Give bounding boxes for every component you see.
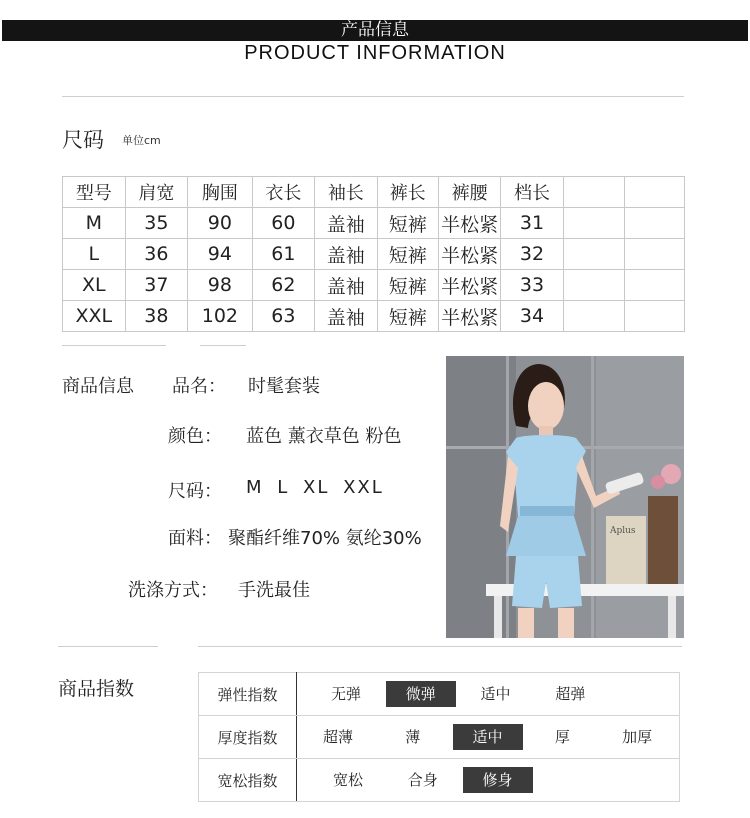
col-header: 裤长 [377,177,438,208]
table-cell [624,239,684,270]
table-cell: 98 [188,270,253,301]
table-cell: XXL [63,301,126,332]
material-value: 聚酯纤维70% 氨纶30% [228,528,422,549]
table-cell: 90 [188,208,253,239]
table-cell: 短裤 [377,270,438,301]
outfit-top [506,435,586,516]
col-header: 型号 [63,177,126,208]
table-cell: L [63,239,126,270]
col-header: 胸围 [188,177,253,208]
option-loose: 宽松 [332,771,363,789]
table-cell: 63 [252,301,314,332]
header-title-en: PRODUCT INFORMATION [244,42,506,64]
option-thin: 薄 [405,728,421,746]
table-cell: 半松紧 [438,301,500,332]
table-cell [563,270,624,301]
col-header: 档长 [501,177,563,208]
table-cell: 62 [252,270,314,301]
divider [198,646,682,647]
model-illustration [446,356,684,638]
table-cell: XL [63,270,126,301]
col-header: 衣长 [252,177,314,208]
table-cell [624,301,684,332]
table-cell [624,208,684,239]
option-regular: 合身 [407,771,438,789]
table-cell: 半松紧 [438,270,500,301]
face [528,382,564,430]
table-cell: 94 [188,239,253,270]
option-slight-stretch-selected: 微弹 [386,681,456,707]
table-cell: 36 [125,239,187,270]
option-super-stretch: 超弹 [555,685,586,703]
divider [58,646,158,647]
size-table [62,176,685,332]
table-row [63,270,685,301]
color-label: 颜色： [168,426,222,447]
header-title-cn: 产品信息 [341,20,409,40]
divider [200,345,246,346]
wash-label: 洗涤方式： [128,580,218,601]
table-cell: 102 [188,301,253,332]
table-cell: 61 [252,239,314,270]
col-header [563,177,624,208]
name-value: 时髦套装 [248,376,320,397]
table-cell: 半松紧 [438,239,500,270]
col-header: 肩宽 [125,177,187,208]
option-medium: 适中 [480,685,511,703]
table-cell: 盖袖 [315,239,377,270]
index-table [198,672,680,802]
index-row-elasticity [199,673,680,716]
index-label: 宽松指数 [199,759,297,802]
table-cell: 37 [125,270,187,301]
table-row [63,239,685,270]
table-cell: M [63,208,126,239]
table-cell: 半松紧 [438,208,500,239]
table-row [63,301,685,332]
size-section-title: 尺码 [62,128,104,152]
table-cell: 60 [252,208,314,239]
table-cell: 短裤 [377,301,438,332]
size-table-header-row [63,177,685,208]
option-medium-selected: 适中 [453,724,523,750]
table-cell: 短裤 [377,239,438,270]
index-label: 厚度指数 [199,716,297,759]
index-row-thickness [199,716,680,759]
option-extra-thick: 加厚 [622,728,653,746]
col-header [624,177,684,208]
table-cell [563,239,624,270]
table-cell: 38 [125,301,187,332]
table-cell: 盖袖 [315,301,377,332]
color-value: 蓝色 薰衣草色 粉色 [246,426,402,447]
size-label: 尺码： [168,481,222,502]
table-cell [563,208,624,239]
index-section-title: 商品指数 [58,678,135,700]
material-label: 面料： [168,528,222,549]
product-info-title: 商品信息 [62,376,134,397]
index-row-fit [199,759,680,802]
wash-value: 手洗最佳 [238,580,310,601]
table-cell: 34 [501,301,563,332]
table-cell: 短裤 [377,208,438,239]
product-photo [446,356,684,638]
table-cell: 35 [125,208,187,239]
divider [62,345,166,346]
option-ultra-thin: 超薄 [322,728,353,746]
table-cell: 盖袖 [315,208,377,239]
index-label: 弹性指数 [199,673,297,716]
table-cell: 盖袖 [315,270,377,301]
name-label: 品名： [172,376,226,397]
divider [62,96,684,97]
option-thick: 厚 [554,728,570,746]
table-cell: 32 [501,239,563,270]
col-header: 袖长 [315,177,377,208]
table-cell [624,270,684,301]
option-no-stretch: 无弹 [330,685,361,703]
table-cell: 31 [501,208,563,239]
table-row [63,208,685,239]
book-sign-text: Aplus [610,526,636,536]
col-header: 裤腰 [438,177,500,208]
size-unit-label: 单位cm [122,134,161,147]
table-cell: 33 [501,270,563,301]
table-cell [563,301,624,332]
size-value: M L XL XXL [246,477,384,498]
header-title-bar [2,20,748,41]
option-slim-selected: 修身 [463,767,533,793]
